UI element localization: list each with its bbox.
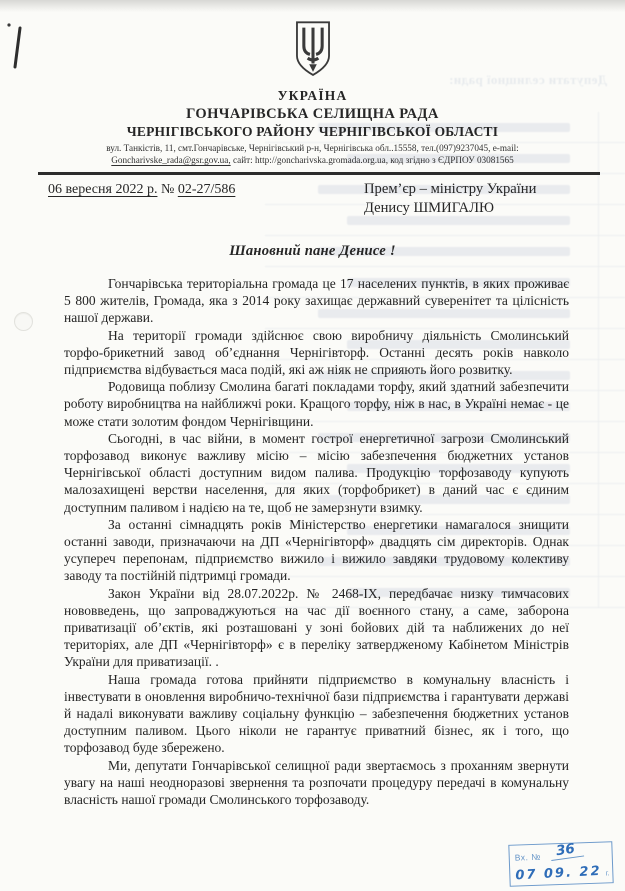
reference-row bbox=[48, 180, 582, 217]
body-paragraph: Наша громада готова прийняти підприємство в комунальну власність і інвестувати в оновлення виробничо-технічної бази підприємства і гарантувати державі й надалі виконувати важливу соціальну функцію – забезпечення бюджетних установ доступним паливом. Цього ніколи не гарантує приватний бізнес, як і того, що торфозавод буде збережено. bbox=[64, 671, 569, 756]
ghost-header-text: Депутати селищної ради: bbox=[448, 72, 607, 87]
stamp-number-handwritten: 36 bbox=[549, 840, 584, 861]
letter-body bbox=[64, 275, 569, 808]
addressee-title: Прем’єр – міністру України bbox=[364, 181, 537, 197]
body-paragraph: Закон України від 28.07.2022р. № 2468-ІХ, передбачає низку тимчасових нововведень, що запроваджуються на час дії воєнного стану, а саме, заборона приватизації об’єктів, які розташовані у зоні бойових дій та наближених до неї територіях, але ДП «Чернігівторф» є в переліку затвердженому Кабінетом Міністрів України для приватизації. . bbox=[64, 585, 569, 670]
contact-web-line bbox=[0, 155, 625, 167]
addressee-name: Денису ШМИГАЛЮ bbox=[364, 199, 494, 216]
stamp-label: Вх. № bbox=[514, 851, 542, 863]
contact-address-line: вул. Танкістів, 11, смт.Гончарівське, Чернігівський р-н, Чернігівська обл..15558, тел.(097)9237045, e-mail: bbox=[106, 143, 519, 153]
incoming-registration-stamp bbox=[508, 841, 613, 887]
country-title: УКРАЇНА bbox=[277, 88, 348, 103]
letter-date: 06 вересня 2022 р. bbox=[48, 182, 158, 197]
email-text: Goncharivske_rada@gsr.gov.ua, bbox=[111, 154, 231, 165]
addressee-block bbox=[364, 180, 582, 217]
salutation: Шановний пане Денисе ! bbox=[229, 243, 396, 259]
coat-of-arms-icon bbox=[290, 20, 336, 83]
body-paragraph: Сьогодні, в час війни, в момент гострої енергетичної загрози Смолинський торфозавод виконує важливу місію – місію забезпечення бюджетних установ Чернігівської області доступним видом палива. Продукцію торфозаводу купують малозахищені верстви населення, для яких (торфобрикет) в даний час є єдиним доступним паливом і надією на те, щоб не замерзнути взимку. bbox=[64, 430, 569, 515]
body-paragraph: Гончарівська територіальна громада це 17 населених пунктів, в яких проживає 5 800 жителів, Громада, яка з 2014 року захищає державний суверенітет та цілісність нашої держави. bbox=[64, 276, 569, 326]
contact-info bbox=[0, 143, 625, 166]
number-sign: № bbox=[160, 182, 175, 197]
reference-number-line bbox=[48, 180, 235, 217]
body-paragraph: На території громади здійснює свою виробничу діяльність Смолинський торфо-брикетний завод об’єднання Чернігівторф. Останні десять років навколо підприємства відбувається маса подій, які аж ніяк не сприяють його розвитку. bbox=[64, 327, 569, 378]
site-text: сайт: http://goncharivska.gromada.org.ua, код згідно з ЄДРПОУ 03081565 bbox=[230, 154, 514, 165]
stamp-date-suffix: г. bbox=[605, 868, 610, 878]
body-paragraph: За останні сімнадцять років Міністерство енергетики намагалося знищити останні заводи, призначаючи на ДП «Чернігівторф» двадцять сім директорів. Однак усупереч перепонам, підприємство вижило і вижило завдяки трудовому колективу заводу та постійній підтримці громади. bbox=[64, 516, 569, 584]
letterhead-divider bbox=[38, 172, 600, 175]
org-name: ГОНЧАРІВСЬКА СЕЛИЩНА РАДА bbox=[186, 106, 439, 122]
letter-number: 02-27/586 bbox=[177, 182, 236, 197]
body-paragraph: Ми, депутати Гончарівської селищної ради звертаємось з проханням звернути увагу на наші неодноразові звернення та розпочати процедуру передачі в комунальну власність нашої громади Смолинського торфозаводу. bbox=[64, 757, 569, 808]
letterhead bbox=[0, 0, 625, 175]
body-paragraph: Родовища поблизу Смолина багаті покладами торфу, який здатний забезпечити роботу виробництва на найближчі роки. Кращого торфу, ніж в нас, в Україні немає - це може стати золотим фондом Чернігівщини. bbox=[64, 379, 569, 429]
org-region: ЧЕРНІГІВСЬКОГО РАЙОНУ ЧЕРНІГІВСЬКОЇ ОБЛАСТІ bbox=[126, 124, 499, 139]
stamp-date-handwritten: 07 09. 22 bbox=[514, 863, 602, 884]
